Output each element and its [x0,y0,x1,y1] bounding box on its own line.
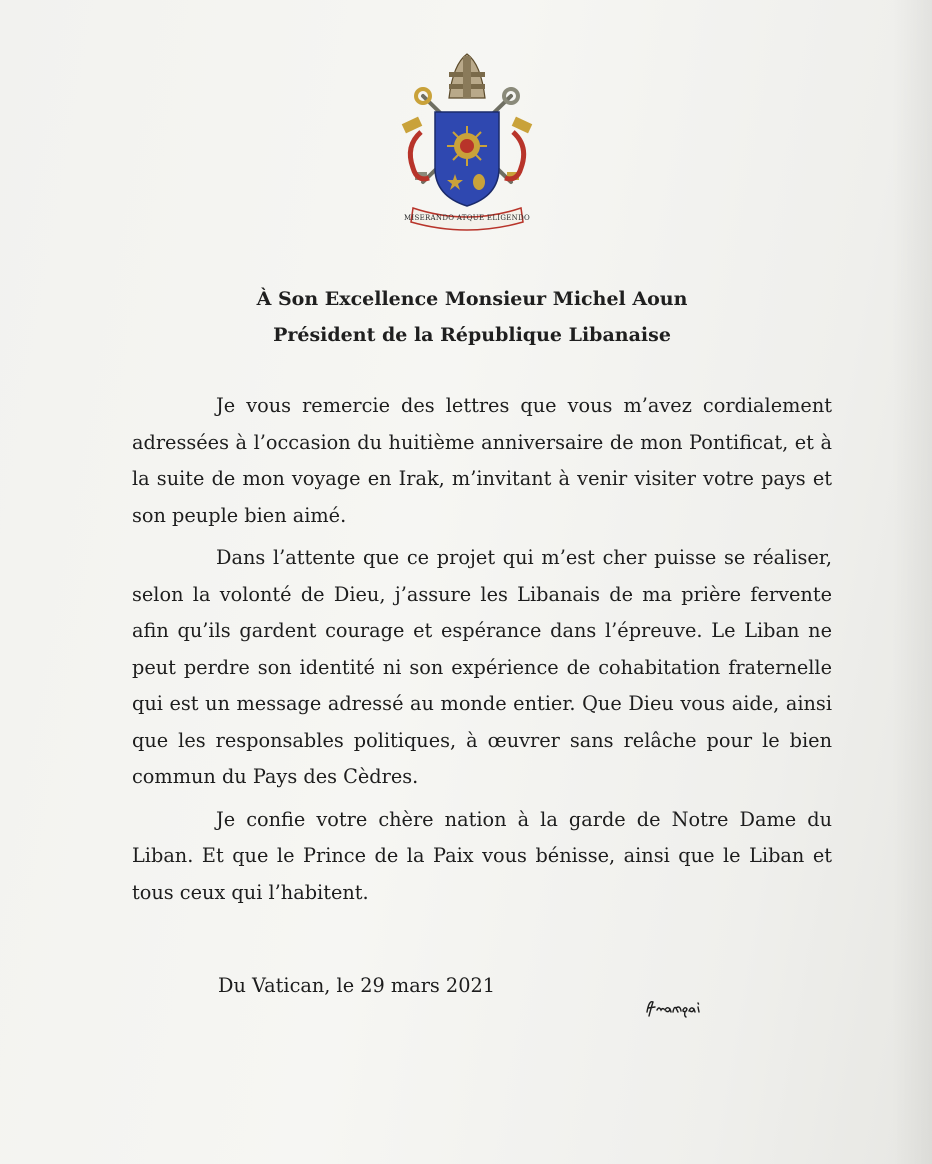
svg-text:MISERANDO ATQUE ELIGENDO: MISERANDO ATQUE ELIGENDO [403,214,531,222]
papal-coat-of-arms-icon [399,50,535,236]
recipient-line-2: Président de la République Libanaise [273,324,671,346]
dateline: Du Vatican, le 29 mars 2021 [218,974,495,997]
paper-shadow [892,0,932,1164]
paragraph: Je vous remercie des lettres que vous m’avez cordialement adressées à l’occasion du huitième anniversaire de mon Pontificat, et à la suite de mon voyage en Irak, m’invitant à venir visiter votre pays et son peuple bien aimé. [132,394,832,527]
paragraph: Dans l’attente que ce projet qui m’est cher puisse se réaliser, selon la volonté de Dieu, j’assure les Libanais de ma prière fervente afin qu’ils gardent courage et espérance dans l’épreuve. Le Liban ne peut perdre son identité ni son expérience de cohabitation fraternelle qui est un message adressé au monde entier. Que Dieu vous aide, ainsi que les responsables politiques, à œuvrer sans relâche pour le bien commun du Pays des Cèdres. [132,546,832,788]
paragraph: Je confie votre chère nation à la garde de Notre Dame du Liban. Et que le Prince de la Paix vous bénisse, ainsi que le Liban et tous ceux qui l’habitent. [132,807,832,904]
handwritten-signature [645,996,715,1020]
letter-body [132,388,832,917]
recipient-line-1: À Son Excellence Monsieur Michel Aoun [256,288,688,310]
